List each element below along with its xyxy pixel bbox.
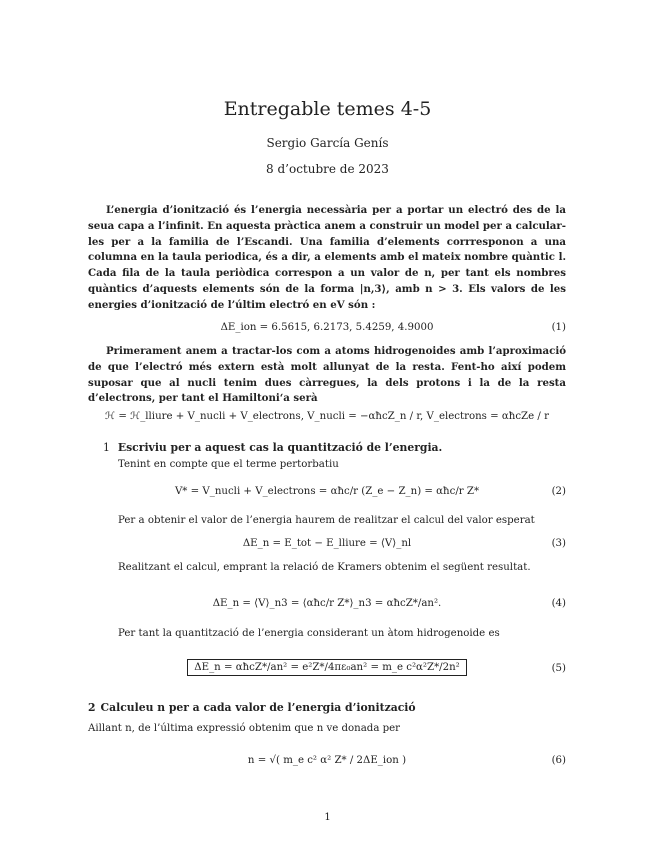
equation-5	[88, 659, 566, 689]
intro-paragraph: L’energia d’ionització és l’energia necessària per a portar un electró des de la seua capa a l’infinit. En aquesta pràctica anem a construir un model per a calcular-les per a la familia de l’Escandi. Una familia d’elements corrresponon a una columna en la taula periodica, és a dir, a elements amb el mateix nombre quàntic l. Cada fila de la taula periòdica correspon a un valor de n, per tant els nombres quàntics d’aquests elements són de la forma |n,3⟩, amb n > 3. Els valors de les energies d’ionització de l’últim electró en eV són :	[88, 204, 566, 311]
equation-4-body: ΔE_n = ⟨V⟩_n3 = ⟨αħc/r Z*⟩_n3 = αħcZ*/an².	[212, 598, 442, 609]
equation-1-number: (1)	[551, 322, 566, 333]
equation-5-number: (5)	[551, 663, 566, 674]
section-2-title: Calculeu n per a cada valor de l’energia d’ionització	[100, 701, 416, 714]
equation-4	[88, 598, 566, 628]
equation-6-body: n = √( m_e c² α² Z* / 2ΔE_ion )	[247, 755, 407, 766]
equation-2-body: V* = V_nucli + V_electrons = αħc/r (Z_e − Z_n) = αħc/r Z*	[174, 486, 480, 497]
equation-3-body: ΔE_n = E_tot − E_lliure = ⟨V⟩_nl	[242, 538, 412, 549]
section-1-heading	[103, 441, 442, 454]
section-1-title: Escriviu per a aquest cas la quantització de l’energia.	[117, 441, 443, 454]
equation-1-body: ΔE_ion = 6.5615, 6.2173, 5.4259, 4.9000	[220, 322, 434, 333]
section-1-text-2: Per a obtenir el valor de l’energia haurem de realitzar el calcul del valor esperat	[118, 515, 535, 526]
hamiltonian-equation	[88, 411, 566, 441]
second-paragraph: Primerament anem a tractar-los com a atoms hidrogenoides amb l’aproximació de que l’electró més extern està molt allunyat de la resta. Fent-ho així podem suposar que al nucli tenim dues càrregues, la dels protons i la de la resta d’electrons, per tant el Hamiltoni‘a serà	[88, 345, 566, 405]
date: 8 d’octubre de 2023	[266, 162, 389, 176]
equation-2-number: (2)	[551, 486, 566, 497]
section-1-text-4: Per tant la quantització de l’energia considerant un àtom hidrogenoide es	[118, 628, 500, 639]
page-number: 1	[324, 812, 331, 823]
equation-3-number: (3)	[551, 538, 566, 549]
hamiltonian-body: ℋ = ℋ_lliure + V_nucli + V_electrons, V_nucli = −αħcZ_n / r, V_electrons = αħcZe / r	[105, 411, 549, 422]
section-1-text-1: Tenint en compte que el terme pertorbatiu	[118, 459, 339, 470]
equation-6	[88, 755, 566, 785]
author: Sergio García Genís	[266, 136, 389, 150]
section-1-number: 1	[103, 441, 110, 454]
document-title: Entregable temes 4-5	[223, 98, 432, 120]
equation-6-number: (6)	[551, 755, 566, 766]
section-2-heading	[88, 701, 416, 714]
equation-4-number: (4)	[551, 598, 566, 609]
section-1-text-3: Realitzant el calcul, emprant la relació de Kramers obtenim el següent resultat.	[118, 562, 531, 573]
section-2-number: 2	[88, 701, 96, 714]
section-2-text-1: Aillant n, de l’última expressió obtenim que n ve donada per	[88, 723, 401, 734]
equation-5-body: ΔE_n = αħcZ*/an² = e²Z*/4πε₀an² = m_e c²α²Z*/2n²	[187, 659, 466, 676]
equation-2	[88, 486, 566, 516]
